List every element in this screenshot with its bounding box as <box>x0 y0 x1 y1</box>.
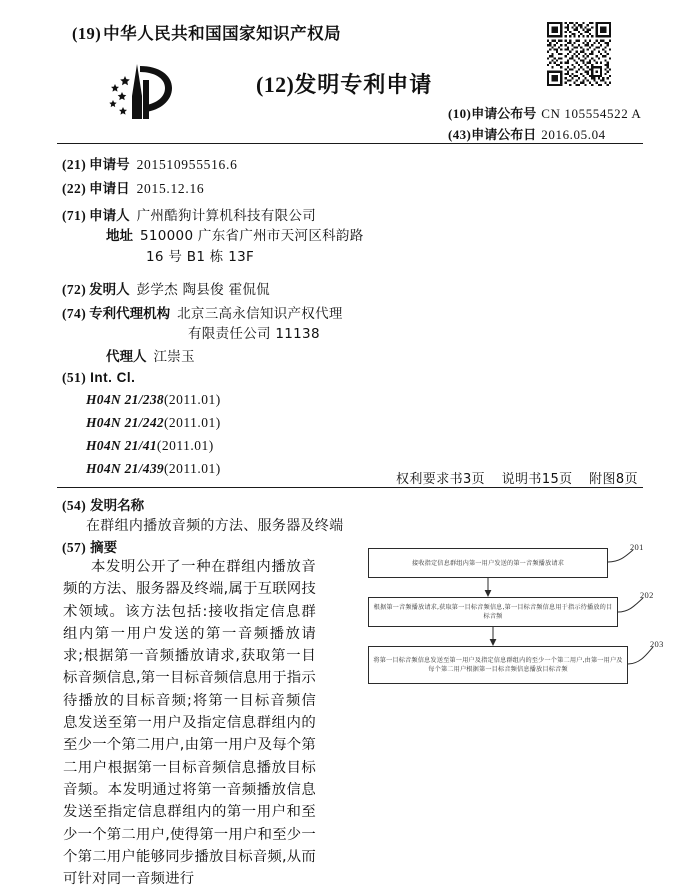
ipc-code: H04N 21/238 <box>86 392 164 407</box>
field-code-10: (10) <box>448 106 472 121</box>
filing-date-label: 申请日 <box>89 181 130 197</box>
agent-label: 代理人 <box>106 349 147 365</box>
field-code-12: (12) <box>256 72 295 97</box>
ipc-version: (2011.01) <box>156 438 214 453</box>
abstract-header <box>62 536 117 556</box>
abstract-label: 摘要 <box>90 540 118 556</box>
ipc-item <box>86 415 221 431</box>
ipc-item <box>86 461 221 477</box>
agency-label: 专利代理机构 <box>89 306 171 322</box>
invention-title-label: 发明名称 <box>90 498 145 514</box>
field-code-43: (43) <box>448 127 472 142</box>
field-code-54: (54) <box>62 498 87 513</box>
ipc-label: Int. Cl. <box>90 370 136 385</box>
agency-row <box>62 305 343 323</box>
inventor-value: 彭学杰 陶县俊 霍侃侃 <box>136 282 270 298</box>
description-page-count: 说明书15页 <box>501 472 573 487</box>
inventor-label: 发明人 <box>89 282 130 298</box>
cnipa-emblem-icon <box>96 62 182 124</box>
issuing-office-line <box>72 20 341 44</box>
inventor-row <box>62 281 270 299</box>
field-code-51: (51) <box>62 370 87 385</box>
agent-row <box>106 349 195 366</box>
drawings-page-count: 附图8页 <box>589 472 638 487</box>
flow-step-label: 203 <box>650 639 664 649</box>
page-counts <box>396 468 638 487</box>
qr-code-icon <box>547 22 611 86</box>
publication-number-row <box>448 106 641 123</box>
ipc-item <box>86 438 214 454</box>
publication-number-value: CN 105554522 A <box>541 106 642 121</box>
flow-step-box: 接收指定信息群组内第一用户发送的第一音频播放请求 <box>368 548 608 578</box>
applicant-label: 申请人 <box>89 208 130 224</box>
flow-step-label: 202 <box>640 590 654 600</box>
address-line-2: 16 号 B1 栋 13F <box>146 249 255 265</box>
publication-block <box>448 106 641 148</box>
agency-line-2: 有限责任公司 11138 <box>188 326 320 342</box>
agency-line-2-row <box>188 326 320 343</box>
document-type-title <box>256 68 432 99</box>
abstract-section-divider <box>57 487 643 488</box>
publication-date-row <box>448 127 641 144</box>
flow-step-label: 201 <box>630 542 644 552</box>
abstract-text: 本发明公开了一种在群组内播放音频的方法、服务器及终端,属于互联网技术领域。该方法包括:接收指定信息群组内第一用户发送的第一音频播放请求;根据第一音频播放请求,获取第一目标音频信息,第一目标音频信息用于指示待播放的目标音频;将第一目标音频信息发送至第一用户及指定信息群组内的至少一个第二用户,由第一用户及每个第二用户根据第一目标音频信息播放目标音频。本发明通过将第一音频播放信息发送至指定信息群组内的第一用户和至少一个第二用户,使得第一用户和至少一个第二用户能够同步播放目标音频,从而可针对同一音频进行 <box>63 559 316 888</box>
field-code-57: (57) <box>62 540 87 555</box>
field-code-21: (21) <box>62 157 87 172</box>
field-code-71: (71) <box>62 208 87 223</box>
field-code-74: (74) <box>62 306 87 321</box>
flow-step-box: 根据第一音频播放请求,获取第一目标音频信息,第一目标音频信息用于指示待播放的目标音频 <box>368 597 618 627</box>
application-number-label: 申请号 <box>89 157 130 173</box>
ipc-version: (2011.01) <box>163 392 221 407</box>
address-row <box>106 228 364 245</box>
abstract-flow-diagram <box>330 540 690 720</box>
field-code-19: (19) <box>72 24 102 43</box>
flow-step-box: 将第一目标音频信息发送至第一用户及指定信息群组内的至少一个第二用户,由第一用户及每个第二用户根据第一目标音频信息播放目标音频 <box>368 646 628 684</box>
document-type-label: 发明专利申请 <box>294 73 433 98</box>
header-divider <box>57 143 643 144</box>
address-label: 地址 <box>106 228 133 244</box>
ipc-header <box>62 370 135 386</box>
field-code-22: (22) <box>62 181 87 196</box>
publication-date-label: 申请公布日 <box>471 128 537 143</box>
invention-title-header <box>62 494 144 514</box>
applicant-row <box>62 207 316 225</box>
applicant-value: 广州酷狗计算机科技有限公司 <box>136 208 316 224</box>
address-line-2-row <box>146 249 254 266</box>
filing-date-row <box>62 180 204 198</box>
application-number-row <box>62 156 238 174</box>
ipc-code: H04N 21/439 <box>86 461 164 476</box>
field-code-72: (72) <box>62 282 87 297</box>
publication-date-value: 2016.05.04 <box>541 127 606 142</box>
application-number-value: 201510955516.6 <box>136 157 238 172</box>
invention-title: 在群组内播放音频的方法、服务器及终端 <box>86 518 344 534</box>
ipc-code: H04N 21/242 <box>86 415 164 430</box>
claims-page-count: 权利要求书3页 <box>396 472 486 487</box>
ipc-code: H04N 21/41 <box>86 438 157 453</box>
agent-value: 江崇玉 <box>153 349 195 365</box>
issuing-office-name: 中华人民共和国国家知识产权局 <box>103 24 342 43</box>
agency-line-1: 北京三高永信知识产权代理 <box>177 306 343 322</box>
ipc-version: (2011.01) <box>163 415 221 430</box>
address-line-1: 510000 广东省广州市天河区科韵路 <box>140 228 364 244</box>
ipc-version: (2011.01) <box>163 461 221 476</box>
ipc-item <box>86 392 221 408</box>
filing-date-value: 2015.12.16 <box>136 181 205 196</box>
publication-number-label: 申请公布号 <box>471 107 537 122</box>
